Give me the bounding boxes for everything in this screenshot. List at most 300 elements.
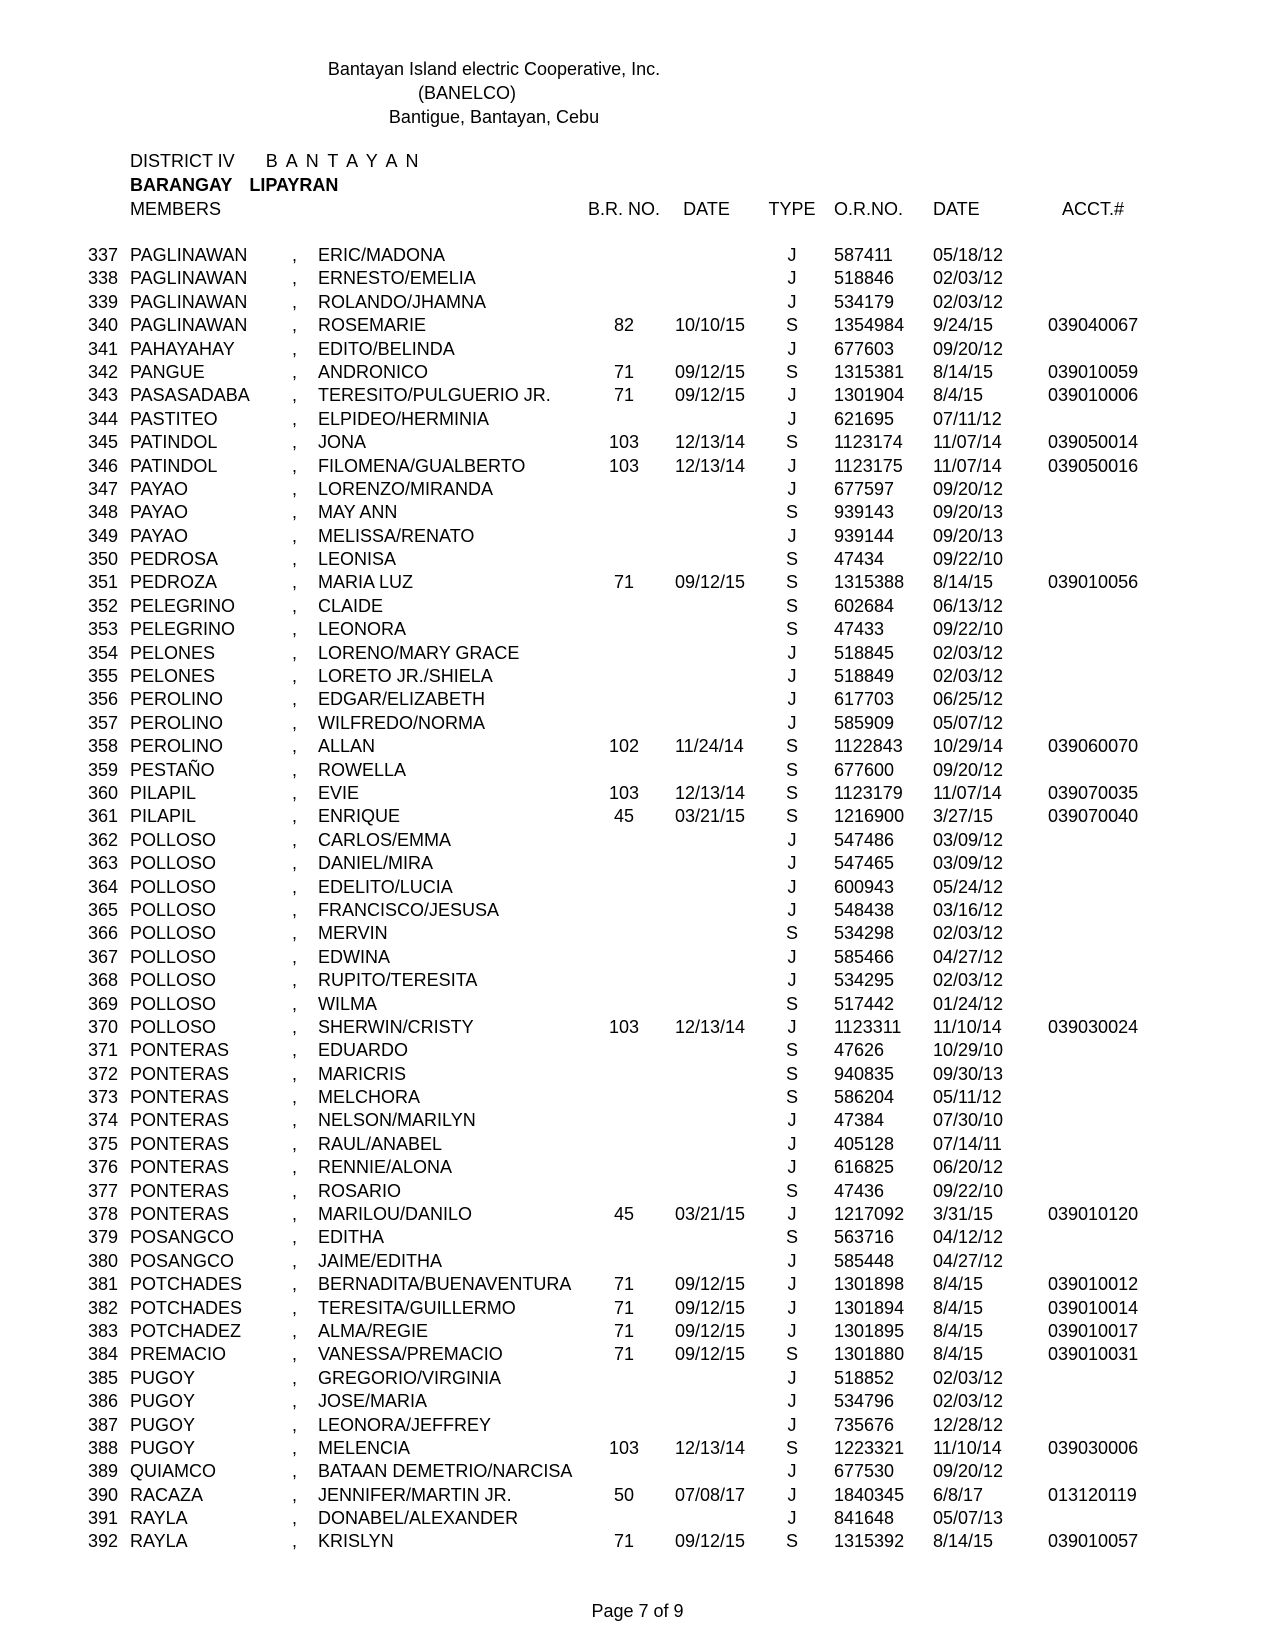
cell-orno: 677530 bbox=[834, 1461, 895, 1482]
cell-date2: 8/4/15 bbox=[933, 1274, 984, 1295]
cell-orno: 617703 bbox=[834, 689, 895, 710]
cell-given: EVIE bbox=[318, 782, 360, 803]
cell-date2: 8/4/15 bbox=[933, 1344, 984, 1365]
cell-orno: 1223321 bbox=[834, 1437, 905, 1458]
cell-brno: 71 bbox=[613, 1344, 635, 1365]
cell-orno: 939144 bbox=[834, 525, 895, 546]
cell-surname: PEROLINO bbox=[130, 736, 224, 757]
table-row bbox=[88, 501, 1158, 524]
cell-date1 bbox=[663, 1039, 750, 1062]
cell-given: EDELITO/LUCIA bbox=[318, 876, 453, 897]
cell-type: J bbox=[787, 1157, 797, 1178]
cell-surname: RAYLA bbox=[130, 1508, 188, 1529]
cell-type: J bbox=[787, 1133, 797, 1154]
cell-date2: 12/28/12 bbox=[933, 1414, 1004, 1435]
cell-acct: 039070035 bbox=[1048, 782, 1139, 803]
cell-date1 bbox=[663, 969, 750, 992]
cell-comma: , bbox=[292, 245, 298, 265]
table-row bbox=[88, 852, 1158, 875]
cell-orno: 1301895 bbox=[834, 1320, 905, 1341]
cell-date1: 09/12/15 bbox=[675, 361, 746, 382]
cell-date2: 04/27/12 bbox=[933, 946, 1004, 967]
cell-brno bbox=[585, 338, 663, 361]
cell-date2: 11/07/14 bbox=[933, 432, 1002, 453]
cell-date2: 8/14/15 bbox=[933, 1531, 994, 1552]
cell-date1 bbox=[663, 338, 750, 361]
cell-acct bbox=[1043, 1226, 1158, 1249]
cell-orno: 1122843 bbox=[834, 736, 903, 757]
cell-surname: POTCHADES bbox=[130, 1297, 243, 1318]
cell-given: EDITHA bbox=[318, 1227, 385, 1248]
cell-given: EDWINA bbox=[318, 946, 390, 967]
cell-date1 bbox=[663, 712, 750, 735]
cell-date1: 12/13/14 bbox=[675, 432, 746, 453]
cell-no: 352 bbox=[88, 595, 119, 616]
cell-brno bbox=[585, 267, 663, 290]
cell-comma: , bbox=[292, 595, 298, 616]
cell-given: TERESITA/GUILLERMO bbox=[318, 1297, 516, 1318]
cell-no: 339 bbox=[88, 291, 119, 312]
cell-acct bbox=[1043, 1250, 1158, 1273]
cell-acct: 039010120 bbox=[1048, 1204, 1139, 1225]
table-row bbox=[88, 712, 1158, 735]
cell-brno bbox=[585, 922, 663, 945]
cell-acct: 039030006 bbox=[1048, 1437, 1139, 1458]
cell-acct bbox=[1043, 1156, 1158, 1179]
cell-brno bbox=[585, 1414, 663, 1437]
cell-orno: 1315392 bbox=[834, 1531, 905, 1552]
cell-acct: 039010056 bbox=[1048, 572, 1139, 593]
cell-given: ROSEMARIE bbox=[318, 315, 427, 336]
cell-type: J bbox=[787, 876, 797, 897]
cell-date1 bbox=[663, 1109, 750, 1132]
cell-date1 bbox=[663, 1460, 750, 1483]
cell-brno bbox=[585, 525, 663, 548]
cell-type: S bbox=[785, 923, 798, 944]
cell-date2: 02/03/12 bbox=[933, 970, 1004, 991]
cell-comma: , bbox=[292, 291, 298, 312]
cell-given: ROLANDO/JHAMNA bbox=[318, 291, 487, 312]
cell-date2: 09/20/12 bbox=[933, 759, 1004, 780]
table-row bbox=[88, 338, 1158, 361]
cell-date2: 10/29/14 bbox=[933, 736, 1004, 757]
cell-given: MARILOU/DANILO bbox=[318, 1204, 473, 1225]
cell-orno: 534298 bbox=[834, 923, 895, 944]
cell-date2: 09/22/10 bbox=[933, 549, 1004, 570]
cell-surname: PEROLINO bbox=[130, 712, 224, 733]
cell-surname: PAHAYAHAY bbox=[130, 338, 235, 359]
cell-given: ROWELLA bbox=[318, 759, 407, 780]
cell-date2: 01/24/12 bbox=[933, 993, 1004, 1014]
cell-comma: , bbox=[292, 502, 298, 523]
cell-acct bbox=[1043, 969, 1158, 992]
cell-orno: 1123174 bbox=[834, 432, 903, 453]
cell-acct bbox=[1043, 1390, 1158, 1413]
cell-comma: , bbox=[292, 759, 298, 780]
cell-date1: 12/13/14 bbox=[675, 1016, 746, 1037]
cell-no: 354 bbox=[88, 642, 119, 663]
cell-surname: POLLOSO bbox=[130, 993, 217, 1014]
cell-acct bbox=[1043, 852, 1158, 875]
cell-orno: 1301894 bbox=[834, 1297, 905, 1318]
cell-brno bbox=[585, 852, 663, 875]
table-row bbox=[88, 829, 1158, 852]
cell-type: J bbox=[787, 1110, 797, 1131]
cell-orno: 405128 bbox=[834, 1133, 895, 1154]
cell-comma: , bbox=[292, 361, 298, 382]
cell-surname: POTCHADES bbox=[130, 1274, 243, 1295]
cell-orno: 534295 bbox=[834, 970, 895, 991]
table-row bbox=[88, 1156, 1158, 1179]
cell-comma: , bbox=[292, 1297, 298, 1318]
cell-date2: 3/31/15 bbox=[933, 1204, 994, 1225]
table-row bbox=[88, 431, 1158, 454]
cell-acct bbox=[1043, 244, 1158, 267]
cell-date1 bbox=[663, 1367, 750, 1390]
cell-surname: PAGLINAWAN bbox=[130, 315, 248, 336]
cell-date2: 07/14/11 bbox=[933, 1133, 1002, 1154]
cell-brno bbox=[585, 1226, 663, 1249]
cell-orno: 518845 bbox=[834, 642, 895, 663]
cell-acct: 039010006 bbox=[1048, 385, 1139, 406]
cell-date2: 8/14/15 bbox=[933, 572, 994, 593]
cell-acct bbox=[1043, 548, 1158, 571]
cell-given: LEONISA bbox=[318, 549, 397, 570]
cell-given: LORETO JR./SHIELA bbox=[318, 666, 493, 687]
cell-given: FRANCISCO/JESUSA bbox=[318, 899, 500, 920]
cell-comma: , bbox=[292, 1227, 298, 1248]
cell-acct bbox=[1043, 595, 1158, 618]
cell-comma: , bbox=[292, 432, 298, 453]
cell-given: CARLOS/EMMA bbox=[318, 829, 452, 850]
col-header-type: TYPE bbox=[768, 199, 816, 219]
cell-given: MARICRIS bbox=[318, 1063, 407, 1084]
barangay-value: LIPAYRAN bbox=[249, 175, 339, 195]
cell-type: S bbox=[785, 1040, 798, 1061]
cell-surname: POLLOSO bbox=[130, 899, 217, 920]
cell-surname: PONTERAS bbox=[130, 1204, 230, 1225]
cell-no: 368 bbox=[88, 970, 119, 991]
cell-orno: 518852 bbox=[834, 1367, 895, 1388]
cell-no: 342 bbox=[88, 361, 119, 382]
cell-type: J bbox=[787, 1414, 797, 1435]
cell-brno bbox=[585, 1460, 663, 1483]
table-row bbox=[88, 782, 1158, 805]
cell-surname: POSANGCO bbox=[130, 1227, 235, 1248]
cell-date1 bbox=[663, 1156, 750, 1179]
cell-date1: 09/12/15 bbox=[675, 1320, 746, 1341]
cell-date1 bbox=[663, 642, 750, 665]
cell-no: 341 bbox=[88, 338, 119, 359]
cell-comma: , bbox=[292, 1087, 298, 1108]
cell-no: 346 bbox=[88, 455, 119, 476]
cell-acct: 039010059 bbox=[1048, 361, 1139, 382]
table-row bbox=[88, 642, 1158, 665]
table-row bbox=[88, 1039, 1158, 1062]
cell-type: J bbox=[787, 853, 797, 874]
cell-comma: , bbox=[292, 1157, 298, 1178]
cell-given: ALLAN bbox=[318, 736, 376, 757]
cell-comma: , bbox=[292, 970, 298, 991]
cell-date1 bbox=[663, 922, 750, 945]
cell-no: 345 bbox=[88, 432, 119, 453]
cell-acct bbox=[1043, 1507, 1158, 1530]
cell-acct bbox=[1043, 1133, 1158, 1156]
cell-date1: 07/08/17 bbox=[675, 1484, 746, 1505]
cell-date2: 05/24/12 bbox=[933, 876, 1004, 897]
cell-date2: 02/03/12 bbox=[933, 666, 1004, 687]
table-row bbox=[88, 1273, 1158, 1296]
cell-date2: 03/09/12 bbox=[933, 829, 1004, 850]
cell-date2: 02/03/12 bbox=[933, 1391, 1004, 1412]
cell-orno: 518849 bbox=[834, 666, 895, 687]
cell-given: SHERWIN/CRISTY bbox=[318, 1016, 474, 1037]
cell-type: S bbox=[785, 736, 798, 757]
cell-no: 360 bbox=[88, 782, 119, 803]
cell-brno bbox=[585, 291, 663, 314]
cell-surname: POTCHADEZ bbox=[130, 1320, 242, 1341]
table-row bbox=[88, 244, 1158, 267]
cell-brno bbox=[585, 501, 663, 524]
org-header bbox=[129, 57, 859, 129]
cell-given: ERIC/MADONA bbox=[318, 245, 446, 265]
cell-comma: , bbox=[292, 1274, 298, 1295]
cell-type: J bbox=[787, 946, 797, 967]
table-row bbox=[88, 361, 1158, 384]
cell-brno bbox=[585, 618, 663, 641]
table-row bbox=[88, 314, 1158, 337]
cell-surname: PONTERAS bbox=[130, 1087, 230, 1108]
cell-type: J bbox=[787, 1274, 797, 1295]
cell-brno bbox=[585, 595, 663, 618]
cell-orno: 47436 bbox=[834, 1180, 885, 1201]
cell-no: 362 bbox=[88, 829, 119, 850]
cell-brno bbox=[585, 759, 663, 782]
cell-orno: 1301904 bbox=[834, 385, 905, 406]
cell-no: 389 bbox=[88, 1461, 119, 1482]
cell-acct bbox=[1043, 759, 1158, 782]
cell-comma: , bbox=[292, 899, 298, 920]
cell-type: J bbox=[787, 829, 797, 850]
cell-surname: PELEGRINO bbox=[130, 619, 236, 640]
cell-given: EDITO/BELINDA bbox=[318, 338, 455, 359]
cell-date1 bbox=[663, 1226, 750, 1249]
cell-given: ELPIDEO/HERMINIA bbox=[318, 408, 490, 429]
cell-no: 372 bbox=[88, 1063, 119, 1084]
table-row bbox=[88, 1460, 1158, 1483]
cell-comma: , bbox=[292, 829, 298, 850]
cell-date1 bbox=[663, 1086, 750, 1109]
cell-orno: 677603 bbox=[834, 338, 895, 359]
table-row bbox=[88, 1180, 1158, 1203]
cell-comma: , bbox=[292, 782, 298, 803]
cell-surname: PEDROSA bbox=[130, 549, 219, 570]
col-header-number-spacer bbox=[88, 198, 130, 221]
cell-type: S bbox=[785, 572, 798, 593]
table-row bbox=[88, 1086, 1158, 1109]
cell-given: ALMA/REGIE bbox=[318, 1320, 429, 1341]
cell-brno: 82 bbox=[613, 315, 635, 336]
district-label: DISTRICT IV bbox=[130, 151, 235, 171]
cell-date1: 03/21/15 bbox=[675, 806, 746, 827]
table-row bbox=[88, 759, 1158, 782]
cell-no: 355 bbox=[88, 666, 119, 687]
cell-acct bbox=[1043, 267, 1158, 290]
cell-date2: 3/27/15 bbox=[933, 806, 994, 827]
cell-type: J bbox=[787, 1484, 797, 1505]
cell-brno: 50 bbox=[613, 1484, 635, 1505]
cell-comma: , bbox=[292, 1063, 298, 1084]
cell-orno: 1216900 bbox=[834, 806, 905, 827]
cell-surname: PONTERAS bbox=[130, 1110, 230, 1131]
cell-comma: , bbox=[292, 408, 298, 429]
cell-type: S bbox=[785, 782, 798, 803]
cell-surname: PILAPIL bbox=[130, 806, 197, 827]
cell-date2: 09/22/10 bbox=[933, 1180, 1004, 1201]
cell-given: MELENCIA bbox=[318, 1437, 411, 1458]
cell-type: J bbox=[787, 1508, 797, 1529]
cell-orno: 1315388 bbox=[834, 572, 905, 593]
cell-acct: 039060070 bbox=[1048, 736, 1139, 757]
table-row bbox=[88, 1484, 1158, 1507]
cell-no: 387 bbox=[88, 1414, 119, 1435]
cell-given: MELCHORA bbox=[318, 1087, 421, 1108]
cell-no: 348 bbox=[88, 502, 119, 523]
cell-orno: 585909 bbox=[834, 712, 895, 733]
cell-date1 bbox=[663, 501, 750, 524]
cell-comma: , bbox=[292, 1508, 298, 1529]
cell-comma: , bbox=[292, 806, 298, 827]
cell-surname: PEROLINO bbox=[130, 689, 224, 710]
cell-surname: POLLOSO bbox=[130, 853, 217, 874]
cell-type: J bbox=[787, 245, 797, 265]
table-row bbox=[88, 1133, 1158, 1156]
cell-brno: 71 bbox=[613, 1320, 635, 1341]
cell-no: 391 bbox=[88, 1508, 119, 1529]
cell-no: 358 bbox=[88, 736, 119, 757]
col-header-acct: ACCT.# bbox=[1062, 199, 1125, 219]
cell-brno: 45 bbox=[613, 806, 635, 827]
cell-comma: , bbox=[292, 712, 298, 733]
cell-orno: 621695 bbox=[834, 408, 895, 429]
cell-surname: PAGLINAWAN bbox=[130, 245, 248, 265]
cell-surname: PAYAO bbox=[130, 502, 189, 523]
cell-type: J bbox=[787, 1297, 797, 1318]
cell-date2: 09/20/13 bbox=[933, 502, 1004, 523]
cell-comma: , bbox=[292, 455, 298, 476]
barangay-label: BARANGAY bbox=[130, 175, 233, 195]
cell-given: LEONORA bbox=[318, 619, 407, 640]
cell-brno bbox=[585, 946, 663, 969]
cell-orno: 47626 bbox=[834, 1040, 885, 1061]
cell-no: 381 bbox=[88, 1274, 119, 1295]
cell-date1: 12/13/14 bbox=[675, 782, 746, 803]
cell-date1: 09/12/15 bbox=[675, 1344, 746, 1365]
cell-date1: 09/12/15 bbox=[675, 385, 746, 406]
cell-surname: PUGOY bbox=[130, 1391, 196, 1412]
cell-date2: 6/8/17 bbox=[933, 1484, 984, 1505]
cell-surname: PATINDOL bbox=[130, 455, 218, 476]
cell-no: 373 bbox=[88, 1087, 119, 1108]
cell-surname: POLLOSO bbox=[130, 946, 217, 967]
cell-no: 349 bbox=[88, 525, 119, 546]
cell-type: J bbox=[787, 1367, 797, 1388]
cell-type: J bbox=[787, 338, 797, 359]
cell-date2: 11/10/14 bbox=[933, 1437, 1002, 1458]
cell-surname: RAYLA bbox=[130, 1531, 188, 1552]
cell-comma: , bbox=[292, 946, 298, 967]
cell-orno: 585466 bbox=[834, 946, 895, 967]
cell-acct: 039050014 bbox=[1048, 432, 1139, 453]
cell-date1 bbox=[663, 291, 750, 314]
cell-no: 379 bbox=[88, 1227, 119, 1248]
cell-date2: 02/03/12 bbox=[933, 268, 1004, 289]
cell-orno: 534179 bbox=[834, 291, 895, 312]
cell-comma: , bbox=[292, 1320, 298, 1341]
cell-date2: 05/07/12 bbox=[933, 712, 1004, 733]
cell-given: MARIA LUZ bbox=[318, 572, 414, 593]
table-row bbox=[88, 1063, 1158, 1086]
cell-date1: 09/12/15 bbox=[675, 1531, 746, 1552]
cell-acct: 039010031 bbox=[1048, 1344, 1139, 1365]
cell-type: J bbox=[787, 525, 797, 546]
cell-type: S bbox=[785, 993, 798, 1014]
cell-orno: 585448 bbox=[834, 1250, 895, 1271]
cell-no: 356 bbox=[88, 689, 119, 710]
cell-type: S bbox=[785, 432, 798, 453]
cell-acct bbox=[1043, 688, 1158, 711]
table-row bbox=[88, 1250, 1158, 1273]
table-row bbox=[88, 571, 1158, 594]
cell-orno: 602684 bbox=[834, 595, 895, 616]
table-row bbox=[88, 1297, 1158, 1320]
cell-no: 343 bbox=[88, 385, 119, 406]
cell-comma: , bbox=[292, 876, 298, 897]
cell-brno bbox=[585, 1156, 663, 1179]
table-row bbox=[88, 525, 1158, 548]
cell-given: JAIME/EDITHA bbox=[318, 1250, 443, 1271]
cell-date2: 03/09/12 bbox=[933, 853, 1004, 874]
cell-date1 bbox=[663, 899, 750, 922]
cell-brno: 103 bbox=[608, 455, 640, 476]
cell-date2: 02/03/12 bbox=[933, 642, 1004, 663]
cell-given: RUPITO/TERESITA bbox=[318, 970, 478, 991]
cell-comma: , bbox=[292, 572, 298, 593]
cell-no: 390 bbox=[88, 1484, 119, 1505]
cell-orno: 47434 bbox=[834, 549, 885, 570]
table-row bbox=[88, 665, 1158, 688]
cell-given: ERNESTO/EMELIA bbox=[318, 268, 476, 289]
cell-acct bbox=[1043, 525, 1158, 548]
cell-surname: PASTITEO bbox=[130, 408, 218, 429]
cell-brno: 71 bbox=[613, 1274, 635, 1295]
cell-orno: 1123311 bbox=[834, 1016, 902, 1037]
cell-date1 bbox=[663, 688, 750, 711]
cell-brno: 102 bbox=[608, 736, 640, 757]
cell-comma: , bbox=[292, 478, 298, 499]
table-row bbox=[88, 595, 1158, 618]
cell-date1 bbox=[663, 829, 750, 852]
col-header-br-no: B.R. NO. bbox=[587, 199, 660, 219]
cell-surname: PASASADABA bbox=[130, 385, 250, 406]
barangay-line bbox=[130, 175, 338, 196]
page-footer: Page 7 of 9 bbox=[591, 1601, 684, 1621]
cell-brno bbox=[585, 1039, 663, 1062]
cell-orno: 1354984 bbox=[834, 315, 905, 336]
cell-date1 bbox=[663, 548, 750, 571]
cell-given: ENRIQUE bbox=[318, 806, 401, 827]
cell-orno: 548438 bbox=[834, 899, 895, 920]
